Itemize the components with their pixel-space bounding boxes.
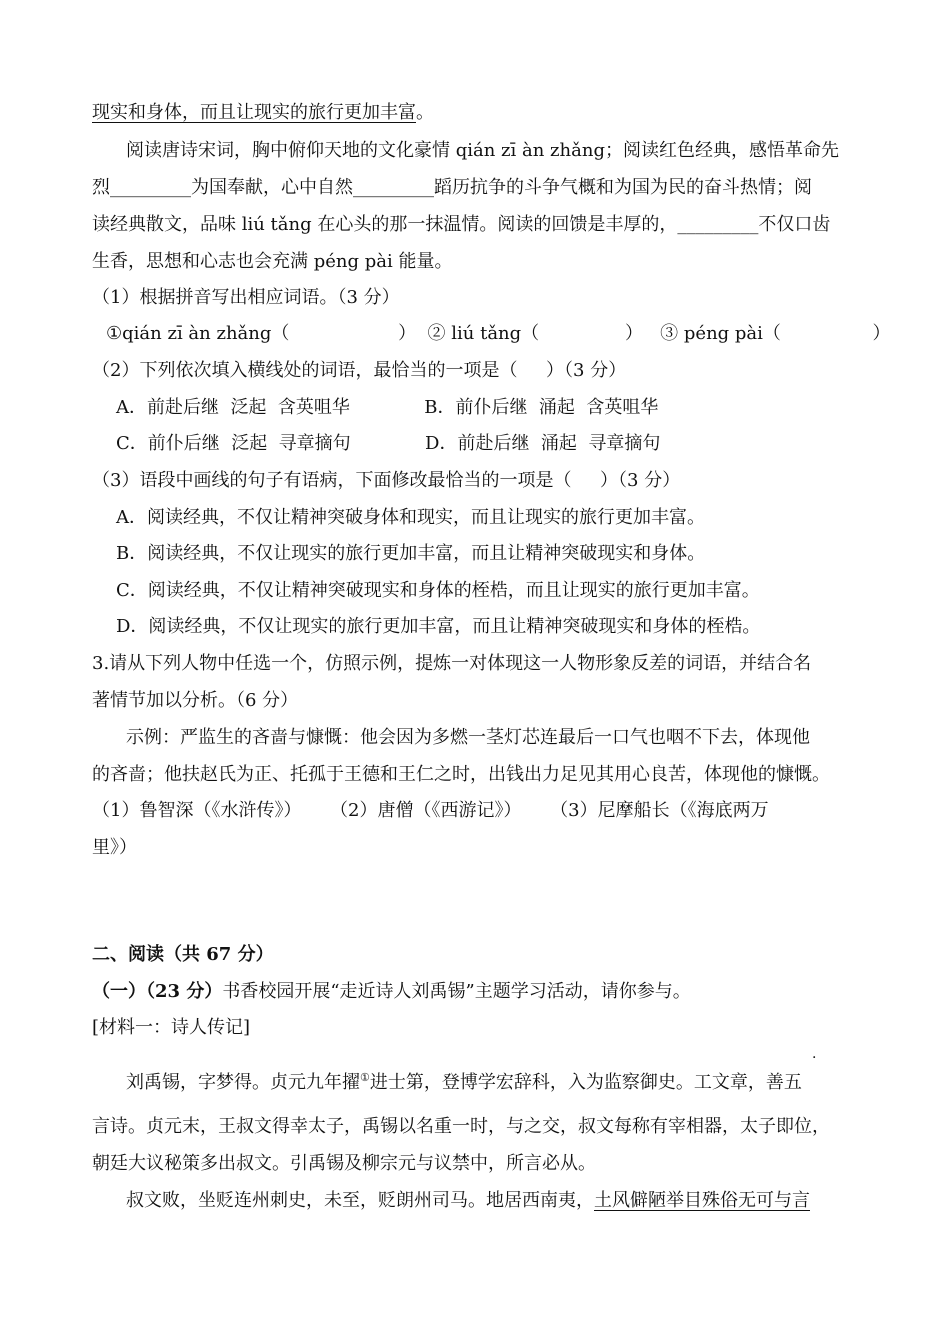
passage-line-5: 生香，思想和心志也会充满 péng pài 能量。 <box>92 251 453 272</box>
passage-line-3: 烈_________为国奉献，心中自然_________蹈历抗争的斗争气概和为国为民的奋斗热情；阅 <box>92 177 812 198</box>
underlined-sentence: 土风僻陋举目殊俗无可与言 <box>594 1190 810 1211</box>
subsection-label: （一）（23 分） <box>92 981 223 1002</box>
material-one-title: [材料一：诗人传记] <box>92 1017 251 1038</box>
question-3-option-a: A．阅读经典，不仅让精神突破身体和现实，而且让现实的旅行更加丰富。 <box>116 507 705 528</box>
question-2-options-ab: A．前赴后继 泛起 含英咀华 B．前仆后继 涌起 含英咀华 <box>116 397 659 418</box>
question-3-prompt: （3）语段中画线的句子有语病，下面修改最恰当的一项是（ ）（3 分） <box>92 470 681 491</box>
question-1-prompt: （1）根据拼音写出相应词语。（3 分） <box>92 287 400 308</box>
example-line-2: 的吝啬；他扶赵氏为正、托孤于王德和王仁之时，出钱出力足见其用心良苦，体现他的慷慨。 <box>92 764 830 785</box>
period: 。 <box>416 102 434 123</box>
question-3-main-line-2: 著情节加以分析。（6 分） <box>92 690 299 711</box>
question-2-options-cd: C．前仆后继 泛起 寻章摘句 D．前赴后继 涌起 寻章摘句 <box>116 433 661 454</box>
passage-line-4: 读经典散文，品味 liú tǎng 在心头的那一抹温情。阅读的回馈是丰厚的，_________不仅口齿 <box>92 214 831 235</box>
character-choices-line-2: 里》） <box>92 837 137 858</box>
biography-line-2: 言诗。贞元末，王叔文得幸太子，禹锡以名重一时，与之交，叔文每称有宰相器，太子即位， <box>92 1116 830 1137</box>
biography-line-4: 叔文败，坐贬连州刺史，未至，贬朗州司马。地居西南夷，土风僻陋举目殊俗无可与言 <box>126 1190 810 1211</box>
subsection-line <box>92 980 691 1004</box>
question-3-main-line-1: 3.请从下列人物中任选一个，仿照示例，提炼一对体现这一人物形象反差的词语，并结合名 <box>92 653 812 674</box>
biography-line-3: 朝廷大议秘策多出叔文。引禹锡及柳宗元与议禁中，所言必从。 <box>92 1153 596 1174</box>
footnote-marker: ① <box>360 1071 370 1084</box>
question-3-option-b: B．阅读经典，不仅让现实的旅行更加丰富，而且让精神突破现实和身体。 <box>116 543 706 564</box>
question-2-prompt: （2）下列依次填入横线处的词语，最恰当的一项是（ ）（3 分） <box>92 360 627 381</box>
example-line-1: 示例：严监生的吝啬与慷慨：他会因为多燃一茎灯芯连最后一口气也咽不下去，体现他 <box>126 727 810 748</box>
underlined-sentence-end: 现实和身体，而且让现实的旅行更加丰富 <box>92 102 416 123</box>
emphasis-dot: · <box>812 1050 817 1066</box>
question-3-option-c: C．阅读经典，不仅让精神突破现实和身体的桎梏，而且让现实的旅行更加丰富。 <box>116 580 760 601</box>
question-3-option-d: D．阅读经典，不仅让现实的旅行更加丰富，而且让精神突破现实和身体的桎梏。 <box>116 616 761 637</box>
character-choices-line-1: （1）鲁智深（《水浒传》） （2）唐僧（《西游记》） （3）尼摩船长（《海底两万 <box>92 800 769 821</box>
passage-line-1 <box>92 101 434 125</box>
biography-line-1: 刘禹锡，字梦得。贞元九年擢①进士第，登博学宏辞科，入为监察御史。工文章，善五 <box>126 1071 802 1093</box>
subsection-intro: 书香校园开展“走近诗人刘禹锡”主题学习活动，请你参与。 <box>222 981 691 1002</box>
question-1-blanks: ①qián zī àn zhǎng（ ） ② liú tǎng（ ） ③ péng pài（ ） <box>106 323 891 344</box>
passage-line-2: 阅读唐诗宋词，胸中俯仰天地的文化豪情 qián zī àn zhǎng；阅读红色经典，感悟革命先 <box>126 140 839 161</box>
section-heading: 二、阅读（共 67 分） <box>92 944 274 965</box>
